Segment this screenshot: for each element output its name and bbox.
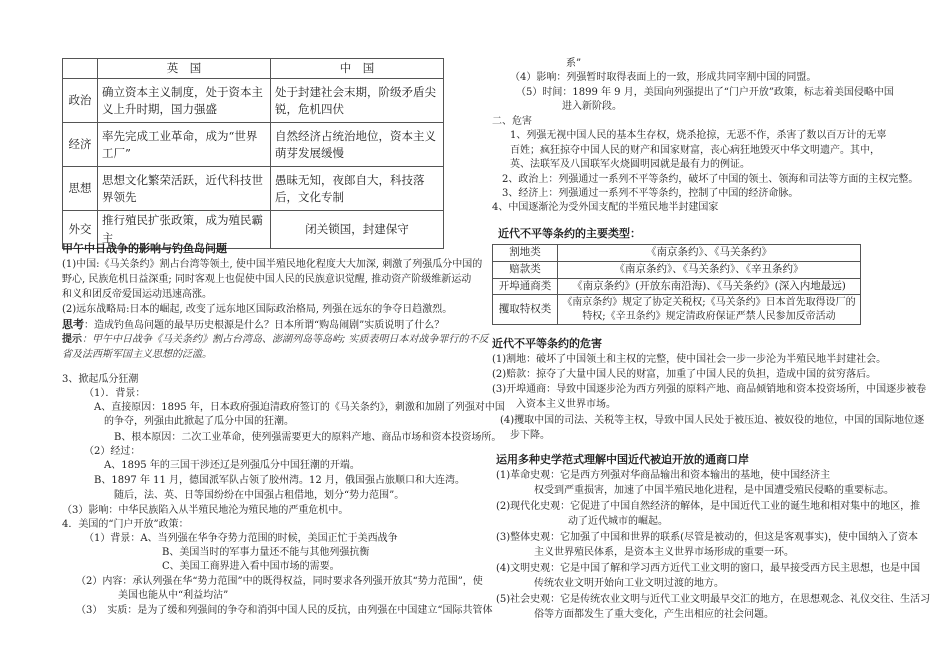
paragraph-line: 和义和团反帝爱国运动迅速高涨。 [62,289,212,300]
cn-cell: 自然经济占统治地位，资本主义萌芽发展缓慢 [271,123,444,167]
treaty-list: 《南京条约》规定了协定关税权;《马关条约》日本首先取得设厂的特权;《辛丑条约》规定清政府保证严禁人民参加反帝活动 [558,295,861,325]
treaty-row [493,278,861,295]
uk-cell: 率先完成工业革命，成为“世界工厂” [98,123,271,167]
subheading: （2）经过： [84,446,141,457]
paragraph-line: 的争夺，列强由此掀起了瓜分中国的狂潮。 [104,416,294,427]
think-text: ：造成钓鱼岛问题的最早历史根源是什么？日本所谓“购岛闹剧”实质说明了什么？ [84,320,445,331]
paragraph-line: (3)整体史观：它加强了中国和世界的联系(尽管是被动的，但这是客观事实)，使中国纳入了资本 [496,532,918,543]
compare-header-empty [63,59,98,79]
paragraph-line: 步下降。 [510,430,550,441]
paragraph-line: (1)割地：破坏了中国领土和主权的完整，使中国社会一步一步沦为半殖民地半封建社会。 [492,354,887,365]
uk-cell: 确立资本主义制度，处于资本主义上升时期，国力强盛 [98,79,271,123]
uk-cell: 推行殖民扩张政策，成为殖民霸主 [98,211,271,249]
section-heading: 3、掀起瓜分狂潮 [62,374,139,385]
row-label: 政治 [63,79,98,123]
paragraph-line: C、美国工商界进入看中国市场的需要。 [162,561,340,572]
treaty-row [493,261,861,278]
row-label: 外交 [63,211,98,249]
paragraph-line: 野心, 民族危机日益深重; 同时客观上也促使中国人民的民族意识觉醒, 推动资产阶级维新运动 [62,274,472,285]
subheading: （1）．背景： [84,388,146,399]
paragraph-line: 进入新阶段。 [562,101,622,112]
paragraph-line: 英、法联军及八国联军火烧圆明园就是最有力的例证。 [510,159,750,170]
paragraph-line: 1、列强无视中国人民的基本生存权，烧杀抢掠，无恶不作，杀害了数以百万计的无辜 [510,130,887,141]
hint-line: 省及法西斯军国主义思想的泛滥。 [62,349,212,360]
treaty-list: 《南京条约》(开放东南沿海)、《马关条约》(深入内地最远) [558,278,861,295]
paragraph-line: (5)社会史观：它是传统农业文明与近代工业文明最早交汇的地方，在思想观念、礼仪交往、生活习 [496,594,931,605]
compare-table [62,58,444,249]
paragraph-line: 俗等方面都发生了重大变化，产生出相应的社会问题。 [534,609,774,620]
paragraph-line: (4)攫取中国的司法、关税等主权，导致中国人民处于被压迫、被奴役的地位，中国的国际地位逐 [500,415,925,426]
paragraph-line: 4、中国逐渐沦为受外国支配的半殖民地半封建国家 [492,202,719,213]
treaty-row [493,295,861,325]
paragraph-line: 系” [566,58,582,69]
paragraph-line: 权受到严重损害，加速了中国半殖民地化进程，是中国遭受殖民侵略的重要标志。 [534,485,894,496]
cn-cell: 愚昧无知，夜郎自大，科技落后，文化专制 [271,167,444,211]
treaty-list: 《南京条约》、《马关条约》、《辛丑条约》 [558,261,861,278]
treaty-type: 赔款类 [493,261,558,278]
treaty-list: 《南京条约》、《马关条约》 [558,245,861,262]
hint-line [62,332,489,347]
paragraph-line: 3、经济上：列强通过一系列不平等条约，控制了中国的经济命脉。 [502,188,799,199]
paragraph-line: (2)远东战略局:日本的崛起, 改变了远东地区国际政治格局, 列强在远东的争夺日趋激烈。 [62,304,453,315]
paragraph-line: (3)开埠通商：导致中国逐步沦为西方列强的原料产地、商品倾销地和资本投资场所，中国逐步被卷 [492,384,927,395]
treaty-types-table [492,244,861,325]
paragraph-line: 2、政治上：列强通过一系列不平等条约，破坏了中国的领土、领海和司法等方面的主权完整。 [502,174,919,185]
compare-header-row [63,59,444,79]
paragraph-line: 随后，法、英、日等国纷纷在中国强占租借地，划分“势力范围”。 [114,490,405,501]
paragraph-line: 入资本主义世界市场。 [516,399,616,410]
paragraph-line: （3）影响：中华民族陷入从半殖民地沦为殖民地的严重危机中。 [62,505,349,516]
treaty-type: 开埠通商类 [493,278,558,295]
paragraph-line: B、美国当时的军事力量还不能与其他列强抗衡 [162,547,370,558]
paragraph-line: （2）内容：承认列强在华“势力范围”中的既得权益，同时要求各列强开放其“势力范围”，使 [76,576,483,587]
row-label: 思想 [63,167,98,211]
paragraph-line: (4)文明史观：它是中国了解和学习西方近代工业文明的窗口，最早接受西方民主思想，也是中国 [496,563,921,574]
paragraph-line: （4）影响：列强暂时取得表面上的一致，形成共同宰割中国的同盟。 [510,72,817,83]
paragraph-line: （5）时间：1899 年 9 月，美国向列强提出了“门户开放”政策，标志着美国侵略中国 [516,87,894,98]
section-heading: 二、危害 [492,116,532,127]
row-label: 经济 [63,123,98,167]
cn-cell: 闭关锁国，封建保守 [271,211,444,249]
section-title-ports: 运用多种史学范式理解中国近代被迫开放的通商口岸 [496,453,749,466]
paragraph-line: （1）背景：A、当列强在华争夺势力范围的时候，美国正忙于美西战争 [84,533,398,544]
paragraph-line: （3） 实质：是为了缓和列强间的争夺和消弭中国人民的反抗，由列强在中国建立“国际共管体 [76,605,493,616]
paragraph-line: A、1895 年的三国干涉还辽是列强瓜分中国狂潮的开端。 [104,460,360,471]
think-label: 思考 [62,318,84,331]
paragraph-line: (1)中国:《马关条约》割占台湾等领土, 使中国半殖民地化程度大大加深, 刺激了列强瓜分中国的 [62,259,483,270]
paragraph-line: B、1897 年 11 月，德国派军队占领了胶州湾。12 月，俄国强占旅顺口和大连湾。 [94,475,465,486]
paragraph-line: 百姓；疯狂掠夺中国人民的财产和国家财富，丧心病狂地毁灭中华文明遗产。其中， [510,145,880,156]
paragraph-line: (1)革命史观：它是西方列强对华商品输出和资本输出的基地，使中国经济主 [496,470,831,481]
compare-row-politics [63,79,444,123]
paragraph-line: A、直接原因：1895 年，日本政府强迫清政府签订的《马关条约》，刺激和加剧了列强对中国 [94,402,505,413]
paragraph-line: 传统农业文明开始向工业文明过渡的地方。 [534,578,724,589]
section-heading: 4．美国的“门户开放”政策： [62,519,189,530]
paragraph-line: 动了近代城市的崛起。 [568,516,668,527]
section-title-treaty-types: 近代不平等条约的主要类型： [498,227,641,240]
section-title-harm: 近代不平等条约的危害 [492,337,602,350]
section-title-jiawu: 甲午中日战争的影响与钓鱼岛问题 [62,242,227,255]
paragraph-line: B、根本原因：二次工业革命，使列强需要更大的原料产地、商品市场和资本投资场所。 [114,432,502,443]
treaty-type: 攫取特权类 [493,295,558,325]
compare-header-uk: 英 国 [98,59,271,79]
compare-row-thought [63,167,444,211]
paragraph-line: 美国也能从中“利益均沾” [118,590,229,601]
paragraph-line: 主义世界殖民体系，是资本主义世界市场形成的重要一环。 [534,547,794,558]
uk-cell: 思想文化繁荣活跃，近代科技世界领先 [98,167,271,211]
compare-header-cn: 中 国 [271,59,444,79]
cn-cell: 处于封建社会末期，阶级矛盾尖锐，危机四伏 [271,79,444,123]
hint-label: 提示 [62,334,82,345]
paragraph-line: (2)赔款：掠夺了大量中国人民的财富，加重了中国人民的负担，造成中国的贫穷落后。 [492,369,877,380]
compare-row-economy [63,123,444,167]
paragraph-line: (2)现代化史观：它促进了中国自然经济的解体，是中国近代工业的诞生地和相对集中的地区，推 [496,501,921,512]
treaty-type: 割地类 [493,245,558,262]
hint-text: ：甲午中日战争《马关条约》割占台湾岛、澎湖列岛等岛屿; 实质表明日本对战争罪行的不反 [82,334,489,345]
treaty-row [493,245,861,262]
